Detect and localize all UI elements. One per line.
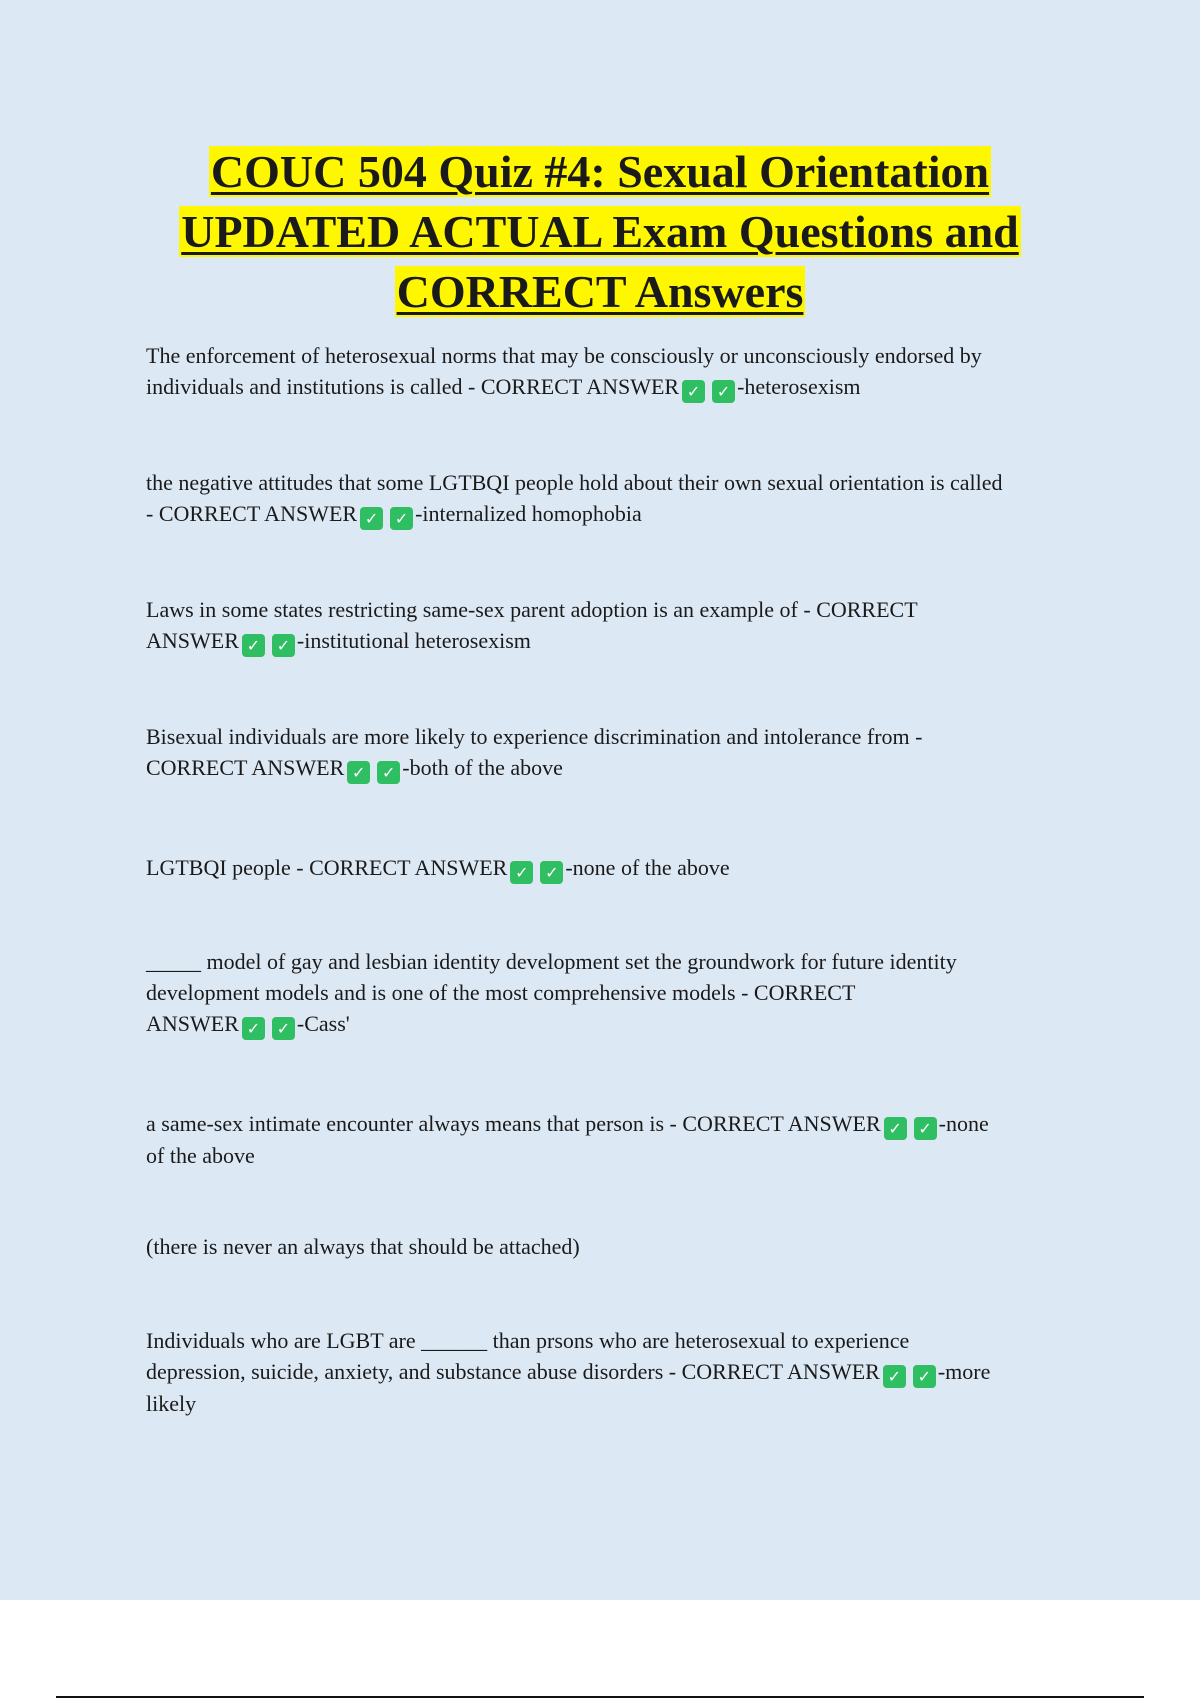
question-text: Individuals who are LGBT are ______ than prsons who are heterosexual to experience (146, 1328, 910, 1353)
check-mark-icon: ✓ (390, 507, 413, 530)
answer-text: -none (938, 1111, 989, 1136)
answer-text: -more (937, 1359, 991, 1384)
question-text: ANSWER (146, 1011, 239, 1036)
check-mark-icon: ✓ (682, 380, 705, 403)
answer-continuation: likely (146, 1391, 197, 1416)
answer-text: -institutional heterosexism (296, 628, 531, 653)
answer-text: -both of the above (402, 755, 563, 780)
answer-text: -Cass' (296, 1011, 350, 1036)
question-text: a same-sex intimate encounter always means that person is - CORRECT ANSWER (146, 1111, 881, 1136)
check-mark-icon: ✓ (360, 507, 383, 530)
question-text: the negative attitudes that some LGTBQI people hold about their own sexual orientation is called (146, 470, 1003, 495)
qa-item-5 (146, 852, 1096, 884)
check-mark-icon: ✓ (242, 634, 265, 657)
answer-text: -none of the above (565, 855, 730, 880)
question-text: depression, suicide, anxiety, and substance abuse disorders - CORRECT ANSWER (146, 1359, 880, 1384)
question-text: individuals and institutions is called - CORRECT ANSWER (146, 374, 680, 399)
document-title (0, 142, 1200, 322)
question-text: ANSWER (146, 628, 239, 653)
question-text: Bisexual individuals are more likely to experience discrimination and intolerance from - (146, 724, 923, 749)
check-mark-icon: ✓ (272, 634, 295, 657)
qa-item-8 (146, 1231, 1096, 1262)
check-mark-icon: ✓ (242, 1017, 265, 1040)
check-mark-icon: ✓ (377, 761, 400, 784)
qa-item-2 (146, 467, 1096, 530)
question-text: development models and is one of the most comprehensive models - CORRECT (146, 980, 856, 1005)
qa-item-3 (146, 594, 1096, 657)
question-text: Laws in some states restricting same-sex parent adoption is an example of - CORRECT (146, 597, 918, 622)
answer-text: -internalized homophobia (415, 501, 642, 526)
qa-item-4 (146, 721, 1096, 784)
check-mark-icon: ✓ (884, 1117, 907, 1140)
qa-item-6 (146, 946, 1096, 1040)
title-line-2: UPDATED ACTUAL Exam Questions and (181, 206, 1019, 257)
qa-item-9 (146, 1325, 1096, 1419)
check-mark-icon: ✓ (712, 380, 735, 403)
check-mark-icon: ✓ (510, 861, 533, 884)
qa-item-1 (146, 340, 1096, 403)
title-line-3: CORRECT Answers (396, 266, 804, 317)
title-line-1: COUC 504 Quiz #4: Sexual Orientation (210, 146, 990, 197)
question-text: LGTBQI people - CORRECT ANSWER (146, 855, 508, 880)
answer-text: -heterosexism (737, 374, 861, 399)
question-text: CORRECT ANSWER (146, 755, 345, 780)
check-mark-icon: ✓ (914, 1117, 937, 1140)
check-mark-icon: ✓ (540, 861, 563, 884)
check-mark-icon: ✓ (913, 1365, 936, 1388)
note-text: (there is never an always that should be attached) (146, 1234, 580, 1259)
answer-continuation: of the above (146, 1143, 255, 1168)
footer-rule (56, 1696, 1144, 1698)
question-text: The enforcement of heterosexual norms that may be consciously or unconsciously endorsed by (146, 343, 982, 368)
qa-item-7 (146, 1108, 1096, 1171)
check-mark-icon: ✓ (883, 1365, 906, 1388)
check-mark-icon: ✓ (272, 1017, 295, 1040)
question-text: - CORRECT ANSWER (146, 501, 358, 526)
check-mark-icon: ✓ (347, 761, 370, 784)
question-text: _____ model of gay and lesbian identity development set the groundwork for future identity (146, 949, 957, 974)
